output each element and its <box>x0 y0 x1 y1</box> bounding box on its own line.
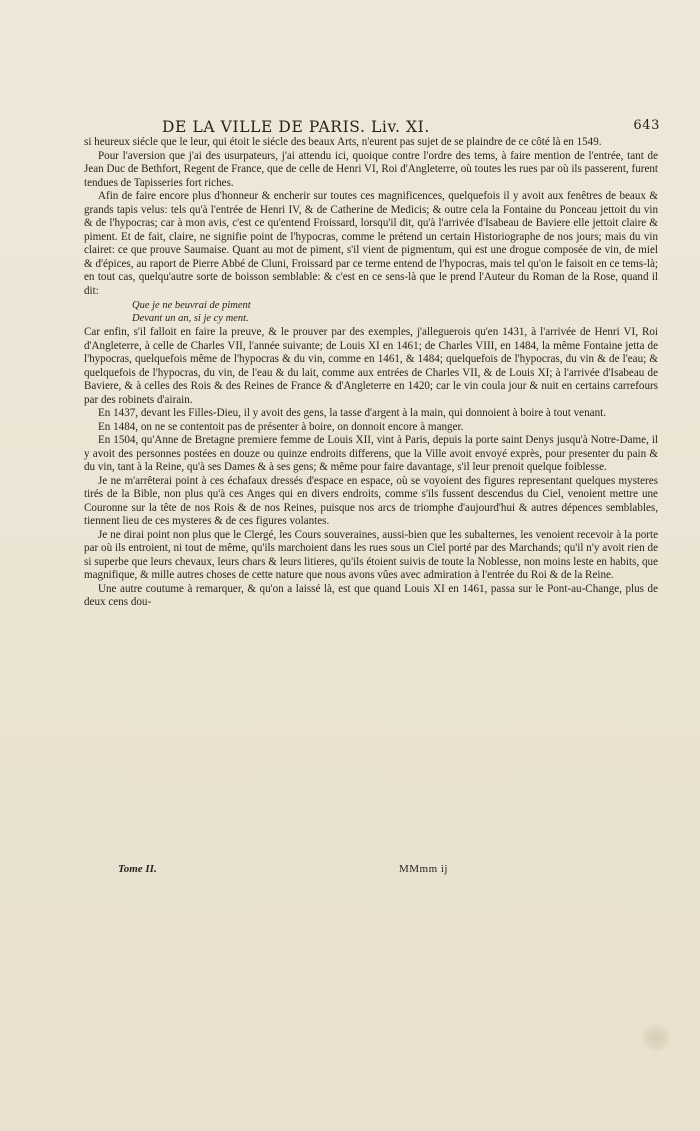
page-number: 643 <box>633 118 660 133</box>
paragraph: En 1484, on ne se contentoit pas de présenter à boire, on donnoit encore à manger. <box>98 420 464 433</box>
paragraph: Je ne m'arrêterai point à ces échafaux dressés d'espace en espace, où se voyoient des figures representant quelques mysteres tirés de la Bible, non plus qu'à ces Anges qui en divers endroits, comme s'ils fussent descendus du Ciel, venoient mettre une Couronne sur la tête de nos Rois & de nos Reines, puisque nos arcs de triomphe d'aujourd'hui & autres dépences semblables, tiennent lieu de ces mysteres & de ces figures volantes. <box>84 474 658 527</box>
signature-mark: MMmm ij <box>398 863 448 875</box>
page-header <box>84 118 660 138</box>
paragraph: En 1504, qu'Anne de Bretagne premiere femme de Louis XII, vint à Paris, depuis la porte saint Denys jusqu'à Notre-Dame, il y avoit des personnes postées en douze ou quinze endroits differens, que la Ville avoit envoyé exprès, pour presenter du pain & du vin, tant à la Reine, qu'à ses Dames & à ses gens; & même pour faire davantage, s'il leur prenoit quelque foiblesse. <box>84 434 658 473</box>
paragraph: En 1437, devant les Filles-Dieu, il y avoit des gens, la tasse d'argent à la main, qui donnoient à boire à tout venant. <box>98 407 606 419</box>
body-text <box>84 136 658 610</box>
verse-quote <box>132 299 658 325</box>
paragraph: Je ne dirai point non plus que le Clergé, les Cours souveraines, aussi-bien que les subalternes, les venoient recevoir à la porte par où ils entroient, ni tout de même, qu'ils marchoient dans les rues sous un Ciel porté par des Marchands; qu'il n'y avoit rien de si superbe que leurs chevaux, leurs chars & leurs litieres, qu'ils étoient suivis de toute la Noblesse, non moins leste en habits, que magnifique, & mille autres choses de cette nature que nous avons vûes avec admiration à l'entrée du Roi & de la Reine. <box>84 528 658 581</box>
running-title: DE LA VILLE DE PARIS. Liv. XI. <box>162 118 430 136</box>
paragraph: Car enfin, s'il falloit en faire la preuve, & le prouver par des exemples, j'alleguerois qu'en 1431, à l'arrivée de Henri VI, Roi d'Angleterre, à celle de Charles VII, l'année suivante; de Louis XI en 1461; de Charles VIII, en 1484, la même Fontaine jetta de l'hypocras, quelquefois même de l'hypocras & du vin, comme en 1461, & 1484; quelquefois de l'hypocras, du vin & de l'eau; & quelquefois de l'hypocras, du vin, de l'eau & du lait, comme aux entrées de Charles VII, & de Louis XI; à l'arrivée d'Isabeau de Baviere, & à celles des Rois & des Reines de France & d'Angleterre en 1420; car le vin coula jour & nuit en certains carrefours par des robinets d'airain. <box>84 326 658 406</box>
page-footer <box>118 863 448 877</box>
paragraph: Afin de faire encore plus d'honneur & encherir sur toutes ces magnificences, quelquefois il y avoit aux fenêtres de beaux & grands tapis velus: tels qu'à l'entrée de Henri IV, & de Catherine de Medicis; & outre cela la Fontaine du Ponceau jettoit du vin & de l'hypocras; car à mon avis, c'est ce qu'entend Froissard, lorsqu'il dit, qu'à l'arrivée d'Isabeau de Baviere elle jettoit claire & piment. Et de fait, claire, ne signifie point de l'hypocras, comme le prétend un certain Historiographe de nos jours; mais du vin clairet: ce que prouve Saumaise. Quant au mot de piment, s'il vient de pigmentum, qui est une drogue composée de vin, de miel & d'épices, au raport de Pierre Abbé de Cluni, Froissard par ce terme entend de l'hypocras, mais tel qu'on le faisoit en ce tems-là; en tout cas, quelqu'autre sorte de boisson semblable: & c'est en ce sens-là que le prend l'Auteur du Roman de la Rose, quand il dit: <box>84 190 658 297</box>
volume-label: Tome II. <box>118 863 157 875</box>
paper-stain <box>640 1024 672 1052</box>
paragraph: Pour l'aversion que j'ai des usurpateurs, j'ai attendu ici, quoique contre l'ordre des tems, à faire mention de l'entrée, tant de Jean Duc de Bethfort, Regent de France, que de celle de Henri VI, Roi d'Angleterre, où toutes les rues par où ils passerent, furent tendues de Tapisseries fort riches. <box>84 149 658 189</box>
verse-line: Que je ne beuvrai de piment <box>132 300 251 311</box>
paragraph: si heureux siécle que le leur, qui étoit le siécle des beaux Arts, n'eurent pas sujet de se plaindre de ce côté là en 1549. <box>84 136 602 148</box>
verse-line: Devant un an, si je cy ment. <box>132 313 249 324</box>
paragraph: Une autre coutume à remarquer, & qu'on a laissé là, est que quand Louis XI en 1461, passa sur le Pont-au-Change, plus de deux cens dou- <box>84 582 658 608</box>
